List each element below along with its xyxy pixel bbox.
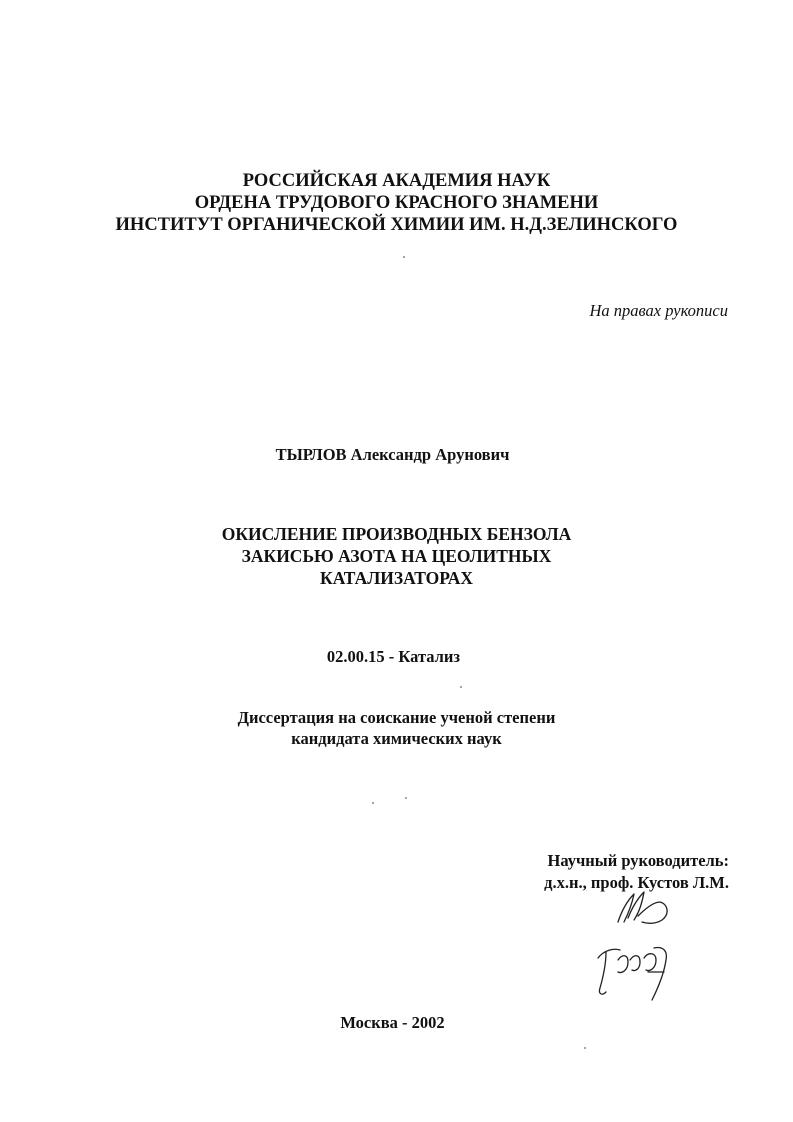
scan-speck bbox=[584, 1047, 586, 1049]
title-line: ОКИСЛЕНИЕ ПРОИЗВОДНЫХ БЕНЗОЛА bbox=[221, 524, 572, 544]
scan-speck bbox=[460, 686, 462, 688]
degree-line: Диссертация на соискание ученой степени bbox=[237, 708, 556, 727]
degree-statement bbox=[0, 707, 793, 749]
institution-header bbox=[0, 170, 793, 236]
title-line: КАТАЛИЗАТОРАХ bbox=[320, 568, 473, 588]
dissertation-title bbox=[0, 523, 793, 589]
header-line: ИНСТИТУТ ОРГАНИЧЕСКОЙ ХИМИИ ИМ. Н.Д.ЗЕЛИНСКОГО bbox=[115, 215, 678, 235]
signature-upper bbox=[618, 892, 667, 923]
scan-speck bbox=[405, 797, 407, 799]
author-name: ТЫРЛОВ Александр Арунович bbox=[275, 445, 510, 464]
handwritten-signatures bbox=[588, 888, 688, 1004]
city-year: Москва - 2002 bbox=[340, 1013, 445, 1032]
header-line: ОРДЕНА ТРУДОВОГО КРАСНОГО ЗНАМЕНИ bbox=[194, 193, 599, 213]
supervisor-label: Научный руководитель: bbox=[547, 851, 729, 870]
degree-line: кандидата химических наук bbox=[291, 729, 502, 748]
manuscript-note: На правах рукописи bbox=[589, 301, 728, 320]
specialty-code: 02.00.15 - Катализ bbox=[326, 647, 461, 666]
scan-speck bbox=[403, 256, 405, 258]
header-line: РОССИЙСКАЯ АКАДЕМИЯ НАУК bbox=[242, 171, 551, 191]
scan-speck bbox=[372, 802, 374, 804]
title-line: ЗАКИСЬЮ АЗОТА НА ЦЕОЛИТНЫХ bbox=[241, 546, 552, 566]
signature-lower bbox=[598, 948, 666, 1001]
supervisor-name: д.х.н., проф. Кустов Л.М. bbox=[544, 873, 729, 892]
